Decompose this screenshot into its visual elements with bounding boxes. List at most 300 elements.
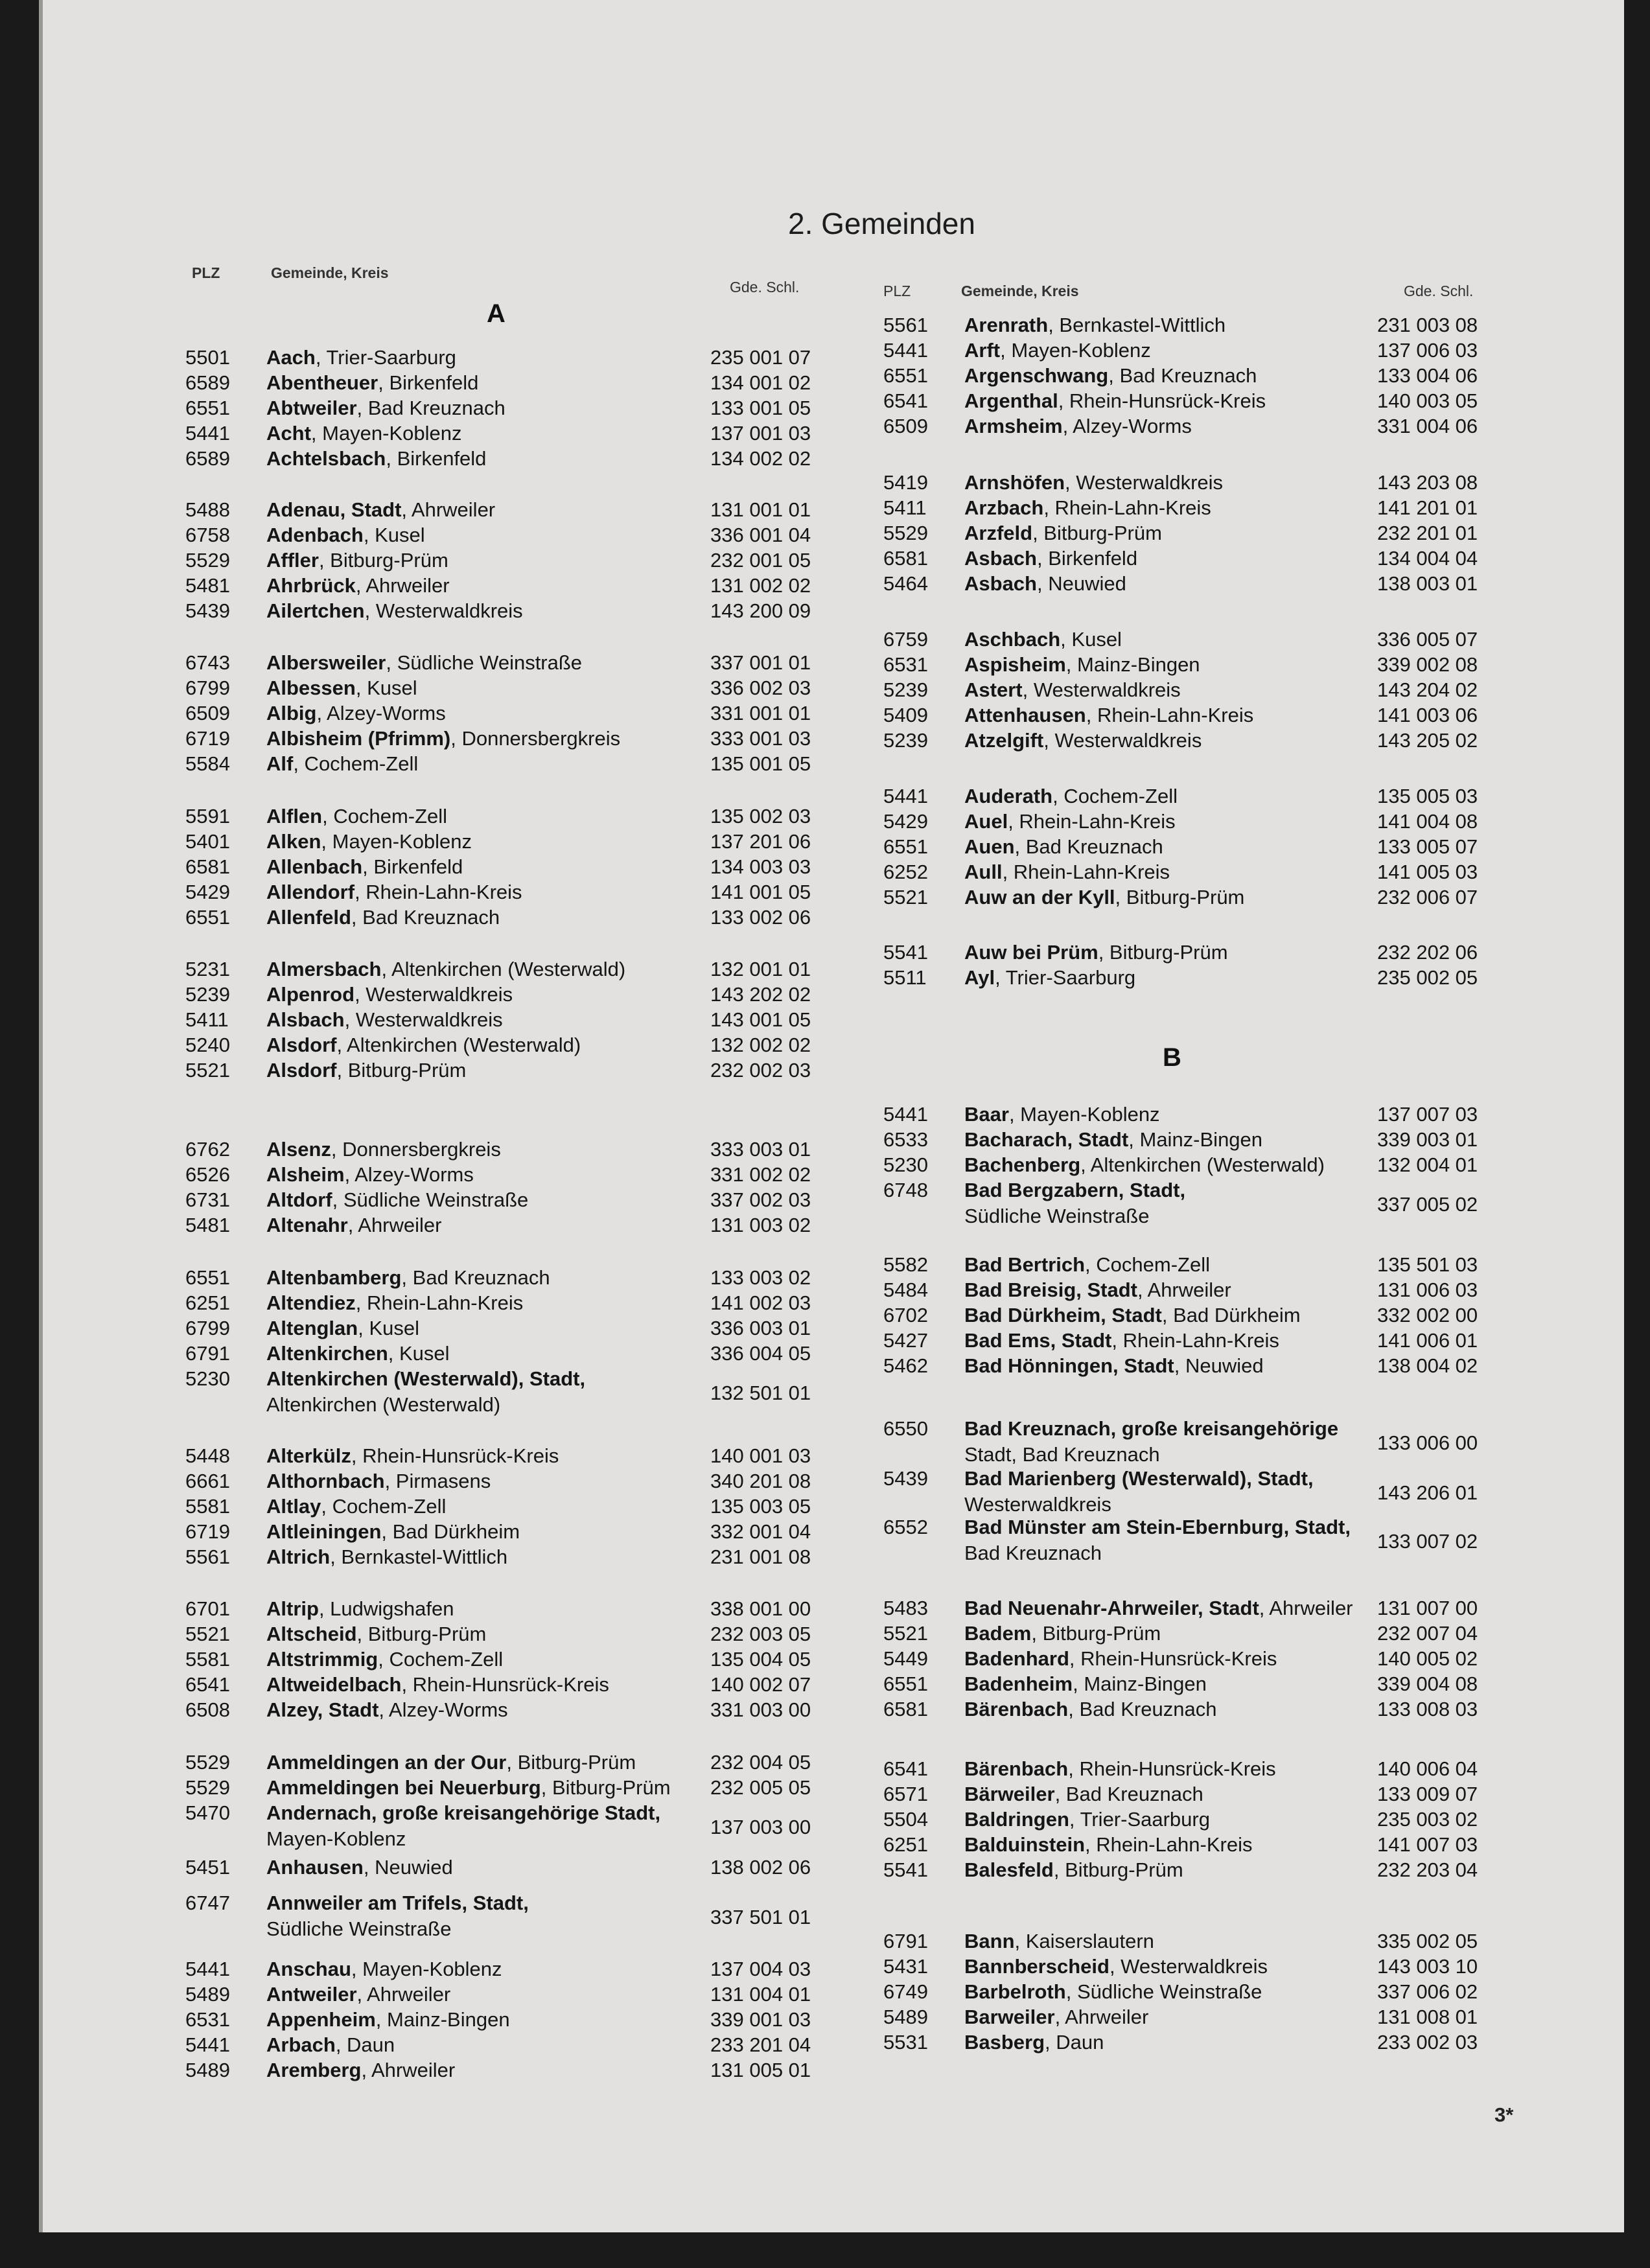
district-name: , Birkenfeld: [386, 447, 487, 470]
postal-code: 6759: [883, 628, 928, 651]
postal-code: 5582: [883, 1253, 928, 1276]
municipality-name: Alken: [266, 830, 321, 853]
district-name: , Cochem-Zell: [293, 752, 419, 775]
municipality-key: 134 001 02: [710, 371, 811, 394]
municipality-key: 131 008 01: [1377, 2006, 1478, 2028]
municipality-name: Astert: [964, 678, 1023, 701]
municipality-cell: [266, 524, 425, 546]
municipality-cell: [964, 886, 1244, 908]
district-name: , Ahrweiler: [1054, 2006, 1149, 2028]
district-name: , Bitburg-Prüm: [356, 1623, 487, 1645]
municipality-cell: [964, 942, 1228, 964]
postal-code: 5239: [883, 729, 928, 752]
postal-code: 5529: [185, 1776, 230, 1799]
postal-code: 5470: [185, 1801, 230, 1824]
municipality-key: 143 204 02: [1377, 678, 1478, 701]
district-name: , Westerwaldkreis: [1022, 678, 1181, 701]
municipality-key: 132 004 01: [1377, 1153, 1478, 1176]
municipality-key: 235 002 05: [1377, 966, 1478, 989]
municipality-cell: [266, 347, 456, 369]
district-name: , Donnersbergkreis: [450, 727, 621, 750]
municipality-cell: [964, 365, 1257, 387]
municipality-name: Bad Dürkheim, Stadt: [964, 1304, 1162, 1326]
postal-code: 6799: [185, 677, 230, 699]
postal-code: 5541: [883, 941, 928, 964]
municipality-cell: [266, 1368, 585, 1390]
municipality-key: 135 002 03: [710, 805, 811, 827]
postal-code: 5439: [185, 599, 230, 622]
postal-code: 5239: [185, 983, 230, 1006]
postal-code: 5501: [185, 346, 230, 369]
municipality-cell: [964, 573, 1126, 595]
municipality-cell: [266, 677, 417, 699]
municipality-cell: [266, 1164, 474, 1186]
municipality-name: Abtweiler: [266, 397, 357, 419]
municipality-key: 133 007 02: [1377, 1530, 1478, 1553]
municipality-name: Balduinstein: [964, 1833, 1086, 1856]
postal-code: 6589: [185, 371, 230, 394]
postal-code: 5529: [185, 549, 230, 572]
district-name: , Rhein-Hunsrück-Kreis: [1068, 1757, 1276, 1780]
municipality-name: Althornbach: [266, 1470, 385, 1492]
municipality-cell: [266, 881, 522, 903]
municipality-name: Anhausen: [266, 1856, 364, 1879]
municipality-key: 141 007 03: [1377, 1833, 1478, 1856]
municipality-cell: [964, 1179, 1185, 1201]
postal-code: 5489: [883, 2006, 928, 2028]
municipality-name: Altrich: [266, 1545, 331, 1568]
municipality-key: 331 004 06: [1377, 415, 1478, 437]
municipality-cell: [964, 1758, 1276, 1780]
municipality-key: 131 002 02: [710, 574, 811, 597]
postal-code: 6551: [185, 397, 230, 419]
municipality-name: Alsheim: [266, 1163, 345, 1186]
municipality-cell: [266, 1496, 446, 1518]
municipality-cell: [266, 499, 495, 521]
municipality-cell: [266, 1802, 660, 1824]
municipality-key: 137 201 06: [710, 830, 811, 853]
postal-code: 6791: [185, 1342, 230, 1365]
municipality-cell: [266, 1034, 581, 1056]
municipality-name: Aremberg: [266, 2059, 362, 2081]
district-name: , Westerwaldkreis: [354, 983, 513, 1006]
municipality-key: 141 001 05: [710, 881, 811, 903]
municipality-cell: [266, 422, 462, 445]
municipality-name: Basberg: [964, 2031, 1045, 2054]
municipality-key: 335 002 05: [1377, 1930, 1478, 1952]
district-name: , Bad Kreuznach: [1068, 1698, 1217, 1720]
district-name: , Bad Kreuznach: [1108, 364, 1257, 387]
district-name: , Bitburg-Prüm: [1031, 1622, 1161, 1645]
postal-code: 5584: [185, 752, 230, 775]
municipality-cell: [266, 1139, 501, 1161]
municipality-name: Altenahr: [266, 1214, 348, 1236]
district-name: , Birkenfeld: [362, 855, 463, 878]
municipality-cell: [266, 805, 447, 827]
municipality-cell: [266, 1189, 528, 1211]
district-continuation: Westerwaldkreis: [964, 1493, 1111, 1516]
district-name: , Alzey-Worms: [378, 1698, 508, 1721]
municipality-name: Badenhard: [964, 1647, 1069, 1670]
municipality-cell: [266, 550, 448, 572]
municipality-name: Altenkirchen: [266, 1342, 388, 1365]
district-name: , Kusel: [363, 524, 425, 546]
municipality-key: 140 006 04: [1377, 1757, 1478, 1780]
municipality-cell: [266, 1623, 486, 1645]
district-name: , Pirmasens: [384, 1470, 491, 1492]
municipality-name: Aschbach: [964, 628, 1061, 651]
municipality-name: Altlay: [266, 1495, 321, 1518]
postal-code: 6526: [185, 1163, 230, 1186]
municipality-key: 339 001 03: [710, 2008, 811, 2031]
municipality-name: Altstrimmig: [266, 1648, 378, 1671]
municipality-name: Altrip: [266, 1597, 319, 1620]
district-name: , Kusel: [358, 1317, 420, 1339]
municipality-name: Albig: [266, 702, 317, 724]
district-name: , Bitburg-Prüm: [1032, 522, 1162, 544]
postal-code: 5427: [883, 1329, 928, 1352]
postal-code: 5441: [883, 1103, 928, 1126]
postal-code: 5411: [185, 1008, 229, 1031]
district-name: , Bad Kreuznach: [356, 397, 505, 419]
municipality-key: 336 005 07: [1377, 628, 1478, 651]
municipality-name: Altenglan: [266, 1317, 358, 1339]
municipality-cell: [964, 1104, 1160, 1126]
district-name: , Birkenfeld: [378, 371, 479, 394]
municipality-key: 133 008 03: [1377, 1698, 1478, 1720]
municipality-key: 235 001 07: [710, 346, 811, 369]
municipality-name: Bad Ems, Stadt: [964, 1329, 1112, 1352]
municipality-cell: [964, 1279, 1231, 1301]
district-name: , Rhein-Lahn-Kreis: [1086, 704, 1254, 726]
district-name: , Daun: [335, 2033, 395, 2056]
postal-code: 6509: [185, 702, 230, 724]
district-name: , Bad Kreuznach: [401, 1266, 550, 1289]
postal-code: 5561: [883, 314, 928, 336]
district-name: , Kusel: [1060, 628, 1122, 651]
municipality-cell: [964, 730, 1202, 752]
district-name: , Trier-Saarburg: [1069, 1808, 1210, 1831]
municipality-key: 233 002 03: [1377, 2031, 1478, 2054]
municipality-key: 140 005 02: [1377, 1647, 1478, 1670]
municipality-key: 135 003 05: [710, 1495, 811, 1518]
municipality-name: Baar: [964, 1103, 1009, 1126]
municipality-cell: [266, 600, 523, 622]
municipality-name: Allenfeld: [266, 906, 351, 929]
municipality-cell: [266, 2034, 395, 2056]
municipality-key: 339 004 08: [1377, 1672, 1478, 1695]
municipality-cell: [964, 1648, 1277, 1670]
municipality-key: 132 001 01: [710, 958, 811, 980]
municipality-cell: [266, 372, 478, 394]
municipality-cell: [266, 753, 418, 775]
district-name: , Bitburg-Prüm: [336, 1059, 467, 1082]
district-name: , Mainz-Bingen: [1065, 653, 1200, 676]
municipality-name: Bad Hönningen, Stadt: [964, 1354, 1174, 1377]
header-schl-right: Gde. Schl.: [1404, 283, 1474, 299]
district-name: , Westerwaldkreis: [344, 1008, 503, 1031]
municipality-name: Ailertchen: [266, 599, 365, 622]
municipality-name: Bad Bertrich: [964, 1253, 1086, 1276]
municipality-key: 331 003 00: [710, 1698, 811, 1721]
municipality-key: 133 002 06: [710, 906, 811, 929]
postal-code: 6251: [185, 1291, 230, 1314]
district-name: , Bad Kreuznach: [1054, 1783, 1203, 1805]
district-name: , Neuwied: [1174, 1354, 1264, 1377]
postal-code: 6747: [185, 1892, 230, 1914]
municipality-cell: [964, 1930, 1154, 1952]
municipality-cell: [266, 1984, 450, 2006]
municipality-cell: [266, 2009, 510, 2031]
municipality-cell: [266, 1267, 550, 1289]
municipality-key: 232 203 04: [1377, 1858, 1478, 1881]
municipality-name: Ayl: [964, 966, 995, 989]
municipality-key: 141 005 03: [1377, 861, 1478, 883]
municipality-name: Acht: [266, 422, 311, 445]
municipality-cell: [266, 1598, 454, 1620]
municipality-cell: [964, 1129, 1262, 1151]
municipality-name: Asbach: [964, 547, 1037, 570]
municipality-name: Aull: [964, 861, 1003, 883]
municipality-cell: [964, 1859, 1183, 1881]
municipality-name: Antweiler: [266, 1983, 357, 2006]
municipality-cell: [964, 1834, 1252, 1856]
municipality-name: Bad Breisig, Stadt: [964, 1279, 1137, 1301]
postal-code: 5521: [185, 1623, 230, 1645]
page-number: 3*: [1494, 2103, 1514, 2126]
municipality-cell: [964, 1783, 1203, 1805]
municipality-cell: [964, 1698, 1216, 1720]
municipality-name: Altleiningen: [266, 1520, 382, 1543]
postal-code: 6719: [185, 1520, 230, 1543]
postal-code: 6551: [185, 906, 230, 929]
page-title: 2. Gemeinden: [788, 207, 975, 240]
postal-code: 5429: [185, 881, 230, 903]
postal-code: 5529: [185, 1751, 230, 1774]
district-name: , Neuwied: [363, 1856, 453, 1879]
municipality-name: Armsheim: [964, 415, 1063, 437]
district-name: , Ahrweiler: [1137, 1279, 1231, 1301]
municipality-key: 232 007 04: [1377, 1622, 1478, 1645]
district-name: , Bernkastel-Wittlich: [1048, 314, 1226, 336]
postal-code: 5521: [883, 886, 928, 908]
municipality-cell: [964, 390, 1266, 412]
municipality-key: 133 006 00: [1377, 1431, 1478, 1454]
municipality-cell: [266, 1343, 450, 1365]
postal-code: 5230: [883, 1153, 928, 1176]
municipality-key: 135 005 03: [1377, 785, 1478, 807]
municipality-key: 131 004 01: [710, 1983, 811, 2006]
municipality-name: Alflen: [266, 805, 323, 827]
district-name: , Südliche Weinstraße: [332, 1188, 529, 1211]
municipality-key: 134 003 03: [710, 855, 811, 878]
postal-code: 5581: [185, 1648, 230, 1671]
district-name: , Cochem-Zell: [322, 805, 448, 827]
section-letter-a: A: [487, 299, 505, 328]
municipality-name: Arnshöfen: [964, 471, 1065, 494]
municipality-name: Arzfeld: [964, 522, 1033, 544]
municipality-name: Albessen: [266, 677, 356, 699]
postal-code: 6581: [883, 547, 928, 570]
municipality-name: Alf: [266, 752, 294, 775]
municipality-cell: [266, 1752, 636, 1774]
municipality-key: 134 004 04: [1377, 547, 1478, 570]
municipality-cell: [964, 654, 1200, 676]
district-name: , Bitburg-Prüm: [1053, 1858, 1183, 1881]
municipality-key: 134 002 02: [710, 447, 811, 470]
district-name: , Südliche Weinstraße: [1065, 1980, 1262, 2003]
municipality-cell: [266, 702, 446, 724]
district-continuation: Altenkirchen (Westerwald): [266, 1393, 501, 1416]
municipality-name: Argenschwang: [964, 364, 1109, 387]
municipality-cell: [964, 1673, 1207, 1695]
municipality-name: Bachenberg: [964, 1153, 1081, 1176]
municipality-key: 133 004 06: [1377, 364, 1478, 387]
municipality-name: Alsbach: [266, 1008, 345, 1031]
municipality-cell: [266, 1857, 453, 1879]
municipality-name: Auw bei Prüm: [964, 941, 1098, 964]
municipality-key: 336 003 01: [710, 1317, 811, 1339]
district-name: , Mayen-Koblenz: [321, 830, 472, 853]
postal-code: 5441: [185, 1958, 230, 1980]
header-schl-left: Gde. Schl.: [730, 279, 800, 295]
municipality-cell: [964, 415, 1192, 437]
municipality-name: Bad Marienberg (Westerwald), Stadt,: [964, 1467, 1314, 1490]
district-name: , Westerwaldkreis: [364, 599, 523, 622]
postal-code: 5441: [883, 785, 928, 807]
municipality-cell: [964, 1154, 1325, 1176]
postal-code: 6731: [185, 1188, 230, 1211]
municipality-key: 143 001 05: [710, 1008, 811, 1031]
municipality-name: Bärenbach: [964, 1757, 1069, 1780]
municipality-cell: [964, 1597, 1353, 1619]
district-name: , Bad Kreuznach: [351, 906, 500, 929]
postal-code: 6551: [883, 1672, 928, 1695]
municipality-name: Affler: [266, 549, 319, 572]
municipality-cell: [964, 811, 1176, 833]
section-letter-b: B: [1163, 1043, 1181, 1072]
municipality-key: 137 003 00: [710, 1816, 811, 1838]
municipality-name: Arzbach: [964, 496, 1044, 519]
district-name: , Altenkirchen (Westerwald): [336, 1034, 581, 1056]
municipality-key: 140 003 05: [1377, 389, 1478, 412]
municipality-key: 337 001 01: [710, 651, 811, 674]
postal-code: 5462: [883, 1354, 928, 1377]
header-gemeinde-right: Gemeinde, Kreis: [961, 283, 1079, 299]
municipality-key: 132 002 02: [710, 1034, 811, 1056]
postal-code: 6799: [185, 1317, 230, 1339]
municipality-name: Bad Kreuznach, große kreisangehörige: [964, 1417, 1339, 1440]
municipality-key: 143 202 02: [710, 983, 811, 1006]
municipality-key: 235 003 02: [1377, 1808, 1478, 1831]
district-name: , Trier-Saarburg: [315, 346, 456, 369]
municipality-key: 133 001 05: [710, 397, 811, 419]
municipality-key: 339 002 08: [1377, 653, 1478, 676]
municipality-key: 143 003 10: [1377, 1955, 1478, 1978]
municipality-key: 339 003 01: [1377, 1128, 1478, 1151]
municipality-key: 332 002 00: [1377, 1304, 1478, 1326]
postal-code: 5401: [185, 830, 230, 853]
municipality-key: 141 003 06: [1377, 704, 1478, 726]
municipality-name: Arft: [964, 339, 1001, 362]
postal-code: 5411: [883, 496, 927, 519]
postal-code: 5489: [185, 2059, 230, 2081]
municipality-name: Bad Bergzabern, Stadt,: [964, 1179, 1186, 1201]
district-name: , Ahrweiler: [1259, 1597, 1353, 1619]
postal-code: 5531: [883, 2031, 928, 2054]
municipality-cell: [266, 984, 513, 1006]
postal-code: 5561: [185, 1545, 230, 1568]
municipality-name: Auw an der Kyll: [964, 886, 1115, 908]
municipality-key: 138 003 01: [1377, 572, 1478, 595]
postal-code: 6762: [185, 1138, 230, 1161]
municipality-key: 143 203 08: [1377, 471, 1478, 494]
municipality-key: 141 006 01: [1377, 1329, 1478, 1352]
municipality-cell: [964, 1330, 1279, 1352]
municipality-name: Bann: [964, 1930, 1015, 1952]
municipality-name: Altenbamberg: [266, 1266, 402, 1289]
municipality-name: Aspisheim: [964, 653, 1066, 676]
municipality-cell: [964, 497, 1211, 519]
district-name: , Bad Dürkheim: [1161, 1304, 1301, 1326]
municipality-name: Altscheid: [266, 1623, 357, 1645]
district-name: , Mainz-Bingen: [375, 2008, 510, 2031]
municipality-key: 331 002 02: [710, 1163, 811, 1186]
municipality-name: Andernach, große kreisangehörige Stadt,: [266, 1801, 661, 1824]
municipality-key: 232 002 03: [710, 1059, 811, 1082]
municipality-cell: [266, 1292, 523, 1314]
district-name: , Bitburg-Prüm: [1115, 886, 1245, 908]
municipality-cell: [964, 2031, 1104, 2054]
municipality-key: 331 001 01: [710, 702, 811, 724]
district-name: , Alzey-Worms: [1062, 415, 1192, 437]
postal-code: 6541: [883, 389, 928, 412]
municipality-cell: [964, 1468, 1314, 1490]
postal-code: 6581: [883, 1698, 928, 1720]
district-name: , Mainz-Bingen: [1073, 1672, 1207, 1695]
postal-code: 6508: [185, 1698, 230, 1721]
municipality-key: 138 002 06: [710, 1856, 811, 1879]
municipality-key: 133 005 07: [1377, 835, 1478, 858]
postal-code: 6589: [185, 447, 230, 470]
district-name: , Rhein-Lahn-Kreis: [1008, 810, 1176, 833]
municipality-cell: [964, 340, 1151, 362]
municipality-name: Bad Münster am Stein-Ebernburg, Stadt,: [964, 1516, 1351, 1538]
district-continuation: Südliche Weinstraße: [964, 1205, 1150, 1227]
municipality-name: Achtelsbach: [266, 447, 386, 470]
municipality-key: 232 202 06: [1377, 941, 1478, 964]
municipality-name: Alsenz: [266, 1138, 331, 1161]
municipality-name: Aach: [266, 346, 316, 369]
postal-code: 6758: [185, 524, 230, 546]
postal-code: 6531: [185, 2008, 230, 2031]
district-name: , Altenkirchen (Westerwald): [381, 958, 626, 980]
municipality-name: Altenkirchen (Westerwald), Stadt,: [266, 1367, 586, 1390]
municipality-name: Attenhausen: [964, 704, 1086, 726]
municipality-name: Argenthal: [964, 389, 1058, 412]
postal-code: 6551: [883, 835, 928, 858]
postal-code: 5489: [185, 1983, 230, 2006]
postal-code: 5591: [185, 805, 230, 827]
postal-code: 5409: [883, 704, 928, 726]
postal-code: 5481: [185, 574, 230, 597]
municipality-name: Bad Neuenahr-Ahrweiler, Stadt: [964, 1597, 1259, 1619]
postal-code: 5488: [185, 498, 230, 521]
municipality-name: Ammeldingen bei Neuerburg: [266, 1776, 541, 1799]
postal-code: 5230: [185, 1367, 230, 1390]
municipality-cell: [266, 856, 463, 878]
municipality-cell: [266, 831, 472, 853]
